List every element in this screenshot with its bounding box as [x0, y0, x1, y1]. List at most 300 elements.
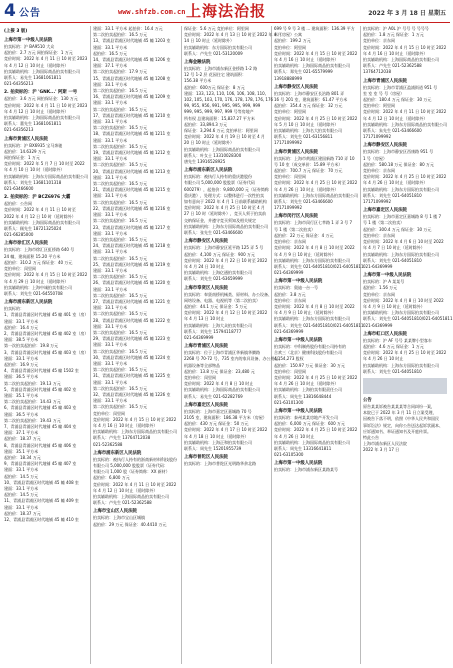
notice-line: 年 5 月 10 日 10 时止（延时除外）: [274, 121, 339, 127]
notice-line: 年 4 月 26 日 10 时止（延时除外）: [363, 180, 428, 186]
notice-line: 第二次拍卖起拍价：16.5 万元: [93, 32, 148, 38]
notice-line: 拍卖标的：上海市普陀区光明路华余北路: [184, 461, 256, 467]
notice-heading: 上海市宝山区人民法院: [93, 509, 137, 515]
notice-line: 5、青浦县青浦区时代地铺 45 幢 402 室: [4, 386, 77, 392]
notice-line: 第二次拍卖起拍价：16.5 万元: [93, 236, 148, 242]
notice-line: 第二次拍卖起拍价：17.9 万元: [93, 69, 148, 75]
notice-line: 29、青浦县青浦区时代地铺 45 幢 1223 室: [93, 336, 171, 342]
notice-line: 联系人：董先生 13681061811: [4, 121, 62, 127]
notice-line: 16 号 201 室，建筑面积：61.47 平方米: [274, 97, 348, 103]
notice-line: 8、青浦县青浦区时代地铺 45 幢 406 室: [4, 442, 77, 448]
notice-line: 10、青浦县青浦区时代地铺 45 幢 408 室: [4, 479, 79, 485]
notice-line: 建面：33.1 平方米: [4, 318, 39, 324]
notice-line: 竞价时间：2022 年 4 月 25 日 10 时至 4 月: [184, 205, 265, 211]
notice-line: 18、青浦县青浦区时代地铺 45 幢 1211 室: [93, 131, 171, 137]
notice-line: 起拍价：44.1 万元 保证金：5 万元: [184, 303, 248, 309]
notice-line: 第二次拍卖起拍价：16.5 万元: [93, 162, 148, 168]
notice-line: 竞价时间：2022 年 4 月 25 日 10 时至 2022: [274, 180, 358, 186]
notice-line: 年 4 月 26 日 10 时止（延时除外）: [274, 186, 339, 192]
notice-line: 建面：33.1 平方米: [4, 355, 39, 361]
notice-heading: 上海市嘉定区人民法院: [363, 208, 407, 214]
notice-line: 建面：35.1 平方米: [4, 448, 39, 454]
notice-line: 联系人：刘先生 021-63156811: [274, 134, 333, 140]
notice-line: 拍卖辅助机构：上海国际商品拍卖有限公司: [4, 219, 80, 225]
notice-line: 有限公司 5,000,000 股股票（证券代码：: [93, 463, 168, 469]
notice-line: 拍卖标的：位于上海市青浦区华新镇华腾路: [184, 350, 260, 356]
notice-line: 网拍保证金：1 万元: [4, 155, 40, 161]
notice-line: 竞价时间：2022 年 4 月 15 日 10 时至 2022: [93, 416, 177, 422]
notice-heading: 上海市青浦区人民法院: [184, 344, 228, 350]
notice-line: 拍卖标的：上海市浦东新区金桥路 1-2 路: [184, 66, 258, 72]
notice-line: 室 室 室 号 号（房屋）: [363, 90, 405, 96]
notice-line: 建面：33.1 平方米: [93, 174, 128, 180]
notice-line: 起拍价：33,894.3 万元: [184, 121, 228, 127]
notice-line: 第二次拍卖起拍价：16.5 万元: [93, 199, 148, 205]
notice-line: 联系人：卢先生 13764712038: [93, 435, 151, 441]
notice-line: 021-64356213: [4, 127, 34, 133]
notice-line: 联系人：卢先生 021-52362588: [93, 500, 152, 506]
notice-line: 年 4 月 12 日 10 时止（延时除外）: [93, 487, 158, 493]
notice-heading: 公告: [363, 397, 372, 403]
notice-line: 有限公司 1,000 股（证券简称：XX 新材）: [93, 469, 170, 475]
column-3: [184, 26, 283, 664]
notice-line: 第二次拍卖起拍价：16.5 万元: [93, 143, 148, 149]
notice-line: 米（房屋）公寓: [274, 32, 302, 38]
notice-line: 保证金：3,294.6 万元 竞拍单位：阿里网: [184, 128, 258, 134]
notice-line: 建面：33.1 平方米: [93, 156, 128, 162]
notice-line: 竞价时间：2022 年 4 月 15 日 10 时至 2022: [363, 44, 447, 50]
notice-line: 年 4 月 10 日 10 时（延时除外）: [4, 167, 65, 173]
notice-line: 拍卖标的：上海市嘉定区嘉城路 8 号 1 楼 7: [363, 214, 441, 220]
notice-line: 建面：35.1 平方米: [4, 392, 39, 398]
notice-line: 起拍价：18.37 万元: [4, 510, 41, 516]
notice-heading: 上海市第一中级人民法院: [274, 279, 323, 285]
notice-line: 拍卖辅助机构：上海东方国际拍卖有限公司: [363, 310, 439, 316]
notice-line: 交纳保证金，并遵守竞买须知及相关规定: [184, 217, 256, 223]
notice-line: 28、青浦县青浦区时代地铺 45 幢 1222 室: [93, 317, 171, 323]
notice-line: 3、青浦县青浦区时代地铺 45 幢 403 室（房）: [4, 349, 89, 355]
notice-line: 第二次拍卖起拍价：16.5 万元: [93, 255, 148, 261]
notice-line: 建面：33.1 平方米: [4, 504, 39, 510]
notice-line: 建面：33.1 平方米: [93, 267, 128, 273]
notice-line: 联系人：张先生 021-63466600: [184, 230, 243, 236]
notice-line: 起拍价：354.4 万元 保证金：32 万元: [274, 103, 343, 109]
notice-line: 拍卖标的：被执行人持有的浙商新材料科技股份: [93, 456, 177, 462]
notice-line: 拍卖辅助机构：上海东方国际拍卖有限公司: [363, 186, 439, 192]
notice-line: 16、青浦县青浦区时代地铺 45 幢 1209 室: [93, 94, 171, 100]
notice-line: 11、青浦县青浦区时代地铺 45 幢 409 室: [4, 498, 79, 504]
notice-heading: 上海市第一中级人民法院: [363, 273, 412, 279]
notice-line: 021-63466600: [4, 186, 34, 192]
notice-line: 起拍价：6,000 万元 保证金：600 万元: [274, 421, 345, 427]
notice-line: 年 4 月 12 日 10 时止（延时除外）: [4, 108, 69, 114]
notice-line: 拍卖标的：上海市徐汇区虹桥路 640 号: [4, 247, 75, 253]
notice-line: 021-66285000: [4, 232, 34, 238]
notice-line: 99, 955, 956, 991, 995, 995, 999, 999: [184, 103, 261, 109]
notice-line: 网络设备、电器、电视机等（第二次拍卖）: [184, 297, 260, 303]
notice-line: 竞拍单位：闵里网: [274, 368, 306, 374]
notice-line: 第二次拍卖起拍价：16.5 万元: [93, 274, 148, 280]
notice-line: 拍卖辅助机构：上海东方国际商品拍卖有限公司: [363, 121, 447, 127]
notice-line: 999, 995, 999, 997, 999 号等房地产: [184, 109, 254, 115]
notice-line: 拍卖标的：上海市静安区延平路 125 弄 5 号: [184, 245, 264, 251]
notice-line: 特此公告: [363, 434, 379, 440]
notice-line: 建面：33.1 平方米: [93, 193, 128, 199]
notice-line: 拍卖标的：奉贤南桥机械类、原材料、办公设备、: [184, 291, 272, 297]
column-5: [363, 26, 453, 664]
notice-line: 竞价时间：2022 年 4 月 17 日 10 时至 2022: [184, 427, 268, 433]
notice-heading: 上海市徐汇区人民法院: [4, 241, 48, 247]
notice-line: 联系人：刘先生 021-64051810: [363, 368, 422, 374]
notice-line: 竞价时间：2022 年 4 月 22 日 10 时至 2022: [184, 257, 268, 263]
notice-line: 联系人：刘先生 021-64051810: [363, 257, 422, 263]
notice-line: 拍卖辅助机构：上海国际商品拍卖有限公司: [93, 494, 169, 500]
notice-line: 20、青浦县青浦区时代地铺 45 幢 1213 室: [93, 168, 171, 174]
notice-line: 建面：33.1 平方米: [93, 249, 128, 255]
notice-line: 拍卖辅助机构：上海东方国际商品拍卖有限公司: [4, 173, 88, 179]
notice-line: 021-64369999: [363, 322, 393, 328]
notice-line: 起拍价：3.6 万元 网拍保证金：130 万元: [4, 96, 78, 102]
notice-line: 19、青浦县青浦区时代地铺 45 幢 1212 室: [93, 150, 171, 156]
notice-line: 联系人：刘先生 13681101318: [4, 179, 62, 185]
notice-line: 拍卖标的：泰州某某房地产开发公司: [274, 414, 338, 420]
notice-line: 竞价时间：2022 年 4 月 8 日 10 时至 2022: [363, 297, 444, 303]
notice-line: 第二次拍卖起拍价：14.43 万元: [4, 399, 61, 405]
notice-heading: 上海市静安区人民法院: [184, 239, 228, 245]
notice-heading: 上海市普陀区人民法院: [184, 455, 228, 461]
notice-line: 竞拍单位：闵里网: [274, 174, 306, 180]
notice-line: 联系人：周先生 13316641811: [274, 445, 332, 451]
notice-line: 第二次拍卖起拍价：16.5 万元: [93, 404, 148, 410]
notice-line: 竞价时间：2022 年 4 月 15 日 10 时至 2022: [274, 50, 358, 56]
notice-line: 建面：36.5 平方米: [4, 374, 39, 380]
notice-heading: 上海市第一中级人民法院: [274, 461, 323, 467]
notice-line: 竞拍单位：闵里网: [93, 410, 125, 416]
notice-line: 拍卖辅助机构：上海国际商品拍卖有限公司: [363, 57, 439, 63]
notice-line: 竞价时间：2022 年 4 月 19 日 10 时至 4 月: [184, 134, 265, 140]
notice-line: 021-64369999: [184, 334, 214, 340]
notice-line: 有限公司 5,000,000 股股票（证券代码: [184, 180, 255, 186]
notice-line: 021-63105300: [274, 452, 304, 458]
notice-line: 13764712038: [363, 69, 391, 75]
notice-line: 竞价时间：2022 年 4 月 6 日 10 时至 2022: [363, 239, 444, 245]
notice-line: 建面：37.1 平方米: [93, 63, 128, 69]
notice-line: 建面：37.1 平方米: [4, 430, 39, 436]
notice-line: 建面：33.1 平方米: [93, 212, 128, 218]
notice-line: 年 4 月 9 日 10 时止（延时除外）: [274, 251, 336, 257]
notice-line: 所有权 总建筑面积：15,837.27 平方米: [184, 115, 255, 121]
notice-line: 起拍价：16.9 万元: [4, 361, 39, 367]
notice-line: 拍卖辅助机构：上海东方国际商品拍卖有限公司: [93, 429, 177, 435]
notice-line: 竞拍单位：京东网: [274, 297, 306, 303]
notice-line: 拍卖标的：上海市嘉定区嘉城路 70 号: [184, 408, 252, 414]
notice-line: 竞价时间：2022 年 4 月 8 日 10 时至 2022: [274, 303, 355, 309]
notice-line: 第二次拍卖起拍价：16.5 万元: [93, 367, 148, 373]
notice-line: 年 4 月 26 日 10 时止（延时除外）: [274, 381, 339, 387]
notice-line: 600279），起拍价：9,800,000 元（证券简称: [184, 186, 269, 192]
notice-line: 拍卖标的：沪 A0L 沪 号号 号 号号号: [363, 26, 429, 31]
page-header: [0, 0, 450, 23]
column-1: [4, 26, 88, 664]
notice-line: 竞价时间：2022 年 4 月 25 日 10 时至 2022: [274, 374, 358, 380]
notice-line: 拍卖辅助机构：上海亿通拍卖有限公司: [184, 270, 252, 276]
notice-line: 拍卖辅助机构：上海国际商品拍卖有限公司: [184, 146, 260, 152]
notice-line: 起拍价：29 万元 保证金：40.4410 万元: [93, 521, 167, 527]
notice-line: 23、青浦县青浦区时代地铺 45 幢 1217 室: [93, 224, 171, 230]
notice-line: 起拍价：700.7 万元 保证金：70 万元: [274, 168, 343, 174]
notice-line: 联系人：卢先生 021-52362588: [363, 63, 422, 69]
notice-heading: 上海市青浦区人民法院: [363, 78, 407, 84]
notice-line: 联系人：刘先生 021-63659999: [184, 276, 243, 282]
notice-line: 15、青浦县青浦区时代地铺 45 幢 1208 室: [93, 75, 171, 81]
notice-line: 年 4 月 26 日 10 时止: [363, 356, 404, 362]
notice-line: 13918888999: [274, 75, 302, 81]
notice-line: 拍卖标的：上海市黄浦区建国新路 710 弄 10: [274, 155, 355, 161]
notice-line: 24、青浦县青浦区时代地铺 45 幢 1218 室: [93, 243, 171, 249]
notice-line: 6、青浦县青浦区时代地铺 45 幢 403 室: [4, 405, 77, 411]
notice-line: 建面：33.1 平方米: [93, 305, 128, 311]
notice-line: 建面：33.1 平方米: [93, 100, 128, 106]
notice-line: 拍卖标的：沪 BA9510 大众: [4, 44, 55, 49]
notice-line: 竞价时间：2022 年 4 月 8 日 10 时止: [184, 381, 254, 387]
notice-line: 起拍价：14.5 万元: [4, 473, 39, 479]
notice-line: 17171099992: [274, 205, 302, 211]
column-4: [274, 26, 364, 664]
notice-heading: 上海市浦东新区人民法院: [4, 300, 53, 306]
notice-line: 合欢三（北京）健康科技股份有限公司: [274, 350, 342, 356]
notice-line: 竞拍单位：京东网: [274, 239, 306, 245]
notice-line: 17171099992: [363, 199, 391, 205]
notice-line: 建面：33.1 平方米: [93, 342, 128, 348]
notice-line: 第二次拍卖起拍价：16.5 万元: [93, 218, 148, 224]
notice-heading: 上海市第一中级人民法院: [4, 38, 53, 43]
notice-line: 起拍价：18.37 万元: [4, 436, 41, 442]
notice-line: 17、青浦县青浦区时代地铺 45 幢 1210 室: [93, 112, 171, 118]
notice-line: 事诉讼法》规定，向你公告送达起诉状副本、: [363, 422, 443, 428]
notice-line: 年 4 月 16 日 10 时止（延时除外）: [93, 423, 158, 428]
notice-line: 021-64369999: [363, 263, 393, 269]
notice-line: 起拍价：4.6 万元 保证金：1 万元: [363, 343, 424, 349]
notice-line: 拍卖辅助机构：上海名大拍卖有限公司: [274, 128, 342, 134]
notice-line: 17171099992: [363, 134, 391, 140]
notice-line: 建面：38.5 平方米: [4, 337, 39, 343]
notice-line: 拍卖标的：中科制药股份有限公司持有的: [274, 343, 346, 349]
notice-line: 起拍价：3.8 万元: [274, 291, 306, 297]
notice-line: 竞拍单位：阿里网: [274, 44, 306, 50]
notice-line: 联系人：顾先生 18721325024: [4, 226, 62, 232]
notice-line: 竞拍单位：闵里网: [4, 266, 36, 272]
notice-line: 拍卖辅助机构：上海国际商品拍卖有限公司: [4, 115, 80, 121]
notice-line: 14、青浦县青浦区时代地铺 45 幢 1206 室: [93, 57, 171, 63]
notice-line: 拍卖辅助机构：东方国际拍卖有限公司: [184, 44, 252, 50]
notice-line: 拍卖辅助机构：上海国际商品拍卖有限公司: [184, 387, 260, 393]
notice-line: 建面：36.5 平方米: [4, 411, 39, 417]
notice-line: 年 4 月 16 日 10 时止（延时除外）: [363, 50, 428, 56]
notice-line: 联系人：郑先生 021-65579999: [274, 69, 333, 75]
notice-line: 拍卖标的：被执行人持有的重庆港股份: [184, 174, 252, 180]
notice-line: 第二次拍卖起拍价：16.5 万元: [93, 311, 148, 317]
notice-line: 拍卖辅助机构：上海拍卖有限责任公司: [274, 387, 342, 393]
notice-line: 联系人：朱先生 021-63466600: [363, 128, 422, 134]
notice-line: 起拍价：430 万元 保证金：50 万元: [184, 421, 249, 427]
notice-line: 14 日 10 时止（延时除外）: [184, 38, 234, 44]
notice-line: 26、青浦县青浦区时代地铺 45 幢 1220 室: [93, 280, 171, 286]
notice-line: 021-64369999: [274, 328, 304, 334]
notice-line: 拍卖辅助机构：上海东方国际商品拍卖有限公司: [274, 192, 358, 198]
notice-heading: 上海市闵行区人民法院: [274, 214, 318, 220]
page-number: 4: [4, 1, 16, 21]
notice-line: 第二次拍卖起拍价：19.43 万元: [4, 417, 61, 423]
notice-line: 拍卖标的：上海市浦东新区某路某号: [274, 467, 338, 473]
notice-line: 拍卖辅助机构：上海东方国际商品拍卖有限公司: [184, 223, 268, 229]
notice-line: 12、青浦县青浦区时代地铺 45 幢 410 室: [4, 517, 79, 523]
notice-line: 27 日 10 时（延时除外），竞买人须于拍卖前: [184, 211, 266, 217]
notice-line: 竞价时间：2022 年 4 月 11 日 10 时至 2022: [363, 109, 447, 115]
notice-heading: 上海市浦东新区人民法院: [184, 168, 233, 174]
notice-line: 建面：33.1 平方米 起拍价：16.4 万元: [93, 26, 163, 31]
notice-line: 号 1 楼（第二次拍卖）: [274, 226, 316, 232]
notice-line: 起拍价：180.4 万元 保证金：30 万元: [363, 97, 432, 103]
notice-line: 起拍价：14.5 万元: [4, 492, 39, 498]
notice-line: 拍卖辅助机构：上海国际商品拍卖有限公司: [4, 68, 80, 74]
notice-line: 年 4 月 29 日 10 时止（延时除外）: [4, 278, 69, 284]
notice-heading: 2. 拍卖标的：沪 'GNK...' 阿斯 一号: [4, 90, 78, 96]
notice-line: 年 4 月 7 日 10 时止（延时除外）: [363, 245, 425, 251]
notice-line: 第二次拍卖起拍价：16.5 万元: [93, 125, 148, 131]
column-divider: [90, 26, 91, 664]
notice-line: 年 4 月 16 日 10 时止（延时除外）: [274, 57, 339, 63]
notice-line: 联系人：刘先生 021-64051810/021-64051811: [274, 263, 364, 269]
notice-line: 2105 室，建筑面积：186.38 平方米（房屋）: [184, 414, 267, 420]
notice-line: 起拍价：16.5 万元: [93, 50, 128, 56]
notice-line: 拍卖标的：: [4, 306, 24, 312]
notice-line: 联系人：刘先生 021-64550708: [4, 290, 63, 296]
notice-line: 2、青浦县青浦区时代地铺 45 幢 402 室（房）: [4, 330, 89, 336]
notice-line: 原告某某诉被告某某某等合同纠纷一案，: [363, 403, 435, 409]
notice-line: 号 10 室（成交单价：15.89 平方米）: [274, 161, 343, 167]
notice-line: 2022 年 3 月 17 日: [363, 447, 400, 453]
notice-heading: 上海市奉贤区人民法院: [184, 285, 228, 291]
notice-line: 起拍价：16.4 万元: [4, 324, 39, 330]
notice-line: 竞价时间：2022 年 4 月 25 日 10 时至 2022: [363, 174, 447, 180]
notice-line: 25、青浦县青浦区时代地铺 45 幢 1219 室: [93, 261, 171, 267]
notice-line: 联系人：周先生 15201955739: [184, 445, 242, 451]
notice-line: 竞拍单位：闵里网: [184, 374, 216, 380]
notice-line: 建面：33.1 平方米: [93, 119, 128, 125]
notice-line: 如有意向于 2022 年 4 月 1 日前联系辅助机构: [184, 199, 267, 205]
notice-line: 起拍价：580.18 万元 保证金：80 万元: [363, 161, 434, 167]
notice-line: 竞价时间：2022 年 4 月 25 日 10 时至 2022: [274, 115, 358, 121]
notice-heading: (上接 3 版): [4, 29, 28, 34]
notice-line: 拍卖辅助机构：上海大众拍卖有限公司: [184, 322, 252, 328]
notice-line: 建面：33.1 平方米: [93, 398, 128, 404]
notice-line: 年 4 月 26 日 10 时止: [274, 433, 315, 439]
section-title: 公告: [19, 8, 41, 19]
notice-line: 起拍价：4,100 万元 保证金：900 万元: [184, 251, 255, 257]
notice-line: 竞价时间：2022 年 4 月 15 日 10 时至 2022: [4, 272, 88, 278]
notice-line: 建面：33.1 平方米: [4, 486, 39, 491]
notice-line: 竞拍单位：京东网: [363, 38, 395, 44]
notice-line: 24 幢，建筑面积 15.20 平方米: [4, 253, 61, 259]
notice-line: 号 1 楼（第二次拍卖）: [363, 220, 405, 226]
notice-line: 021-52362588: [93, 441, 123, 447]
notice-line: 拍卖辅助机构：上海东方国际拍卖有限公司: [274, 316, 350, 322]
notice-heading: 2. 拍卖标的：沪 BCZ6976 大霸: [4, 195, 71, 201]
notice-line: 重庆港），处理方式：以整体进行一次性拍卖: [184, 192, 264, 198]
notice-line: 起拍价：310.2 万元 保证金：40 万元: [4, 259, 73, 265]
notice-line: 联系人：卢先生 021-53120009: [184, 50, 243, 56]
notice-line: 拍卖标的：沪 A 某某号: [363, 279, 405, 285]
notice-line: 联系人：刘先生 021-64051810/021-64051811: [274, 322, 364, 328]
notice-heading: 上海市黄浦区人民法院: [4, 136, 48, 142]
notice-line: 竞价时间：2022 年 4 月 25 日 10 时至 2022: [274, 427, 358, 433]
notice-line: 联系人：叶女士 13310028300: [184, 152, 242, 158]
notice-line: 应诉通知书、举证通知书及开庭传票。: [363, 428, 431, 434]
notice-line: 保证金：5.6 万元 竞拍单位：阿里网: [184, 26, 249, 31]
notice-line: 竞价时间：2022 年 4 月 11 日 10 时至: [4, 207, 76, 213]
notice-line: 27、青浦县青浦区时代地铺 45 幢 1221 室: [93, 298, 171, 304]
notice-heading: 上海市黄浦区人民法院: [274, 149, 318, 155]
notice-line: 32、青浦县青浦区时代地铺 45 幢 1226 室: [93, 391, 171, 397]
notice-heading: 上海市静安区人民法院: [363, 143, 407, 149]
notice-line: 拍卖标的：上海市青浦区盈浦街道 951 号: [363, 84, 438, 90]
notice-line: 建面：33.1 平方米: [93, 137, 128, 143]
notice-line: 拍卖辅助机构：上海东方国际拍卖有限公司: [363, 251, 439, 257]
notice-line: 9、青浦县青浦区时代地铺 45 幢 407 室: [4, 461, 77, 467]
notice-line: 起拍价：1.8 万元 保证金：1 万元: [363, 32, 424, 38]
notice-line: 联系人：刘先生 021-64051810/021-64051811: [363, 316, 453, 322]
column-divider: [271, 26, 272, 664]
notice-line: 年 4 月 18 日 10 时止（延时除外）: [184, 433, 249, 439]
notice-line: 年 4 月 12 日 10 时止（延时除外）: [363, 115, 428, 121]
notice-line: 021-63101300: [274, 399, 304, 405]
notice-line: 拍卖辅助机构：上海东方国际拍卖有限公司: [274, 257, 350, 263]
notice-line: 021-64356213: [4, 81, 34, 87]
notice-line: 竞价时间：2022 年 4 月 8 日 10 时至 2022: [274, 245, 355, 251]
notice-line: 年 4 月 9 日 10 时止（延时除外）: [274, 310, 336, 316]
notice-heading: 上海市虹口区人民法院: [363, 331, 407, 337]
notice-line: 20 日 10 时止（延时除外）: [184, 140, 234, 146]
notice-line: 年 4 月 9 日 10 时止（延时除外）: [363, 303, 425, 309]
notice-line: 12 号 1-2 层 花园住宅 建筑面积：: [184, 72, 246, 78]
notice-line: 021-64369999: [274, 270, 304, 276]
notice-line: 机器设备等全部物品: [184, 362, 220, 368]
notice-line: 竞拍单位：京东网: [363, 291, 395, 297]
notice-line: 联系人：刘先生 15794118777: [184, 328, 242, 334]
notice-line: 竞拍单位：京东网: [363, 168, 395, 174]
notice-line: 156.38 平方米: [184, 78, 212, 84]
notice-line: 因被告下落不明，依照《中华人民共和国民: [363, 416, 439, 422]
notice-line: 起拍价：14.6329 万元: [4, 148, 46, 154]
notice-line: 第二次拍卖起拍价：16.5 万元: [93, 106, 148, 112]
notice-line: 第二次拍卖起拍价：19.13 万元: [4, 380, 61, 386]
notice-line: 拍卖标的：上海市静安区西康路 951 号: [363, 149, 434, 155]
notice-line: 第二次拍卖起拍价：16.5 万元: [93, 329, 148, 335]
notice-line: 联系人：易先生 021-62282769: [184, 393, 243, 399]
notice-line: 拍卖辅助机构：上海正和拍卖有限公司: [184, 439, 252, 445]
notice-line: 2022 年 4 月 12 日 10 时（延时除外）: [4, 213, 76, 219]
notice-line: 竞价时间：2022 年 4 月 25 日 10 时至 2022: [363, 350, 447, 356]
notice-line: 30、青浦县青浦区时代地铺 45 幢 1224 室: [93, 354, 171, 360]
newspaper-logo: 上海法治报: [186, 2, 267, 20]
notice-line: 起拍价：公告网: [4, 201, 32, 207]
notice-line: 联系人：易先生 13681061811: [4, 75, 62, 81]
notice-line: 7、青浦县青浦区时代地铺 45 幢 404 室: [4, 423, 77, 429]
notice-heading: 上海市浦东新区人民法院: [93, 450, 142, 456]
notice-heading: 上海市第一中级人民法院: [274, 337, 323, 343]
notice-line: 竞拍单位：阿里网: [363, 103, 395, 109]
notice-line: 17171099992: [274, 140, 302, 146]
